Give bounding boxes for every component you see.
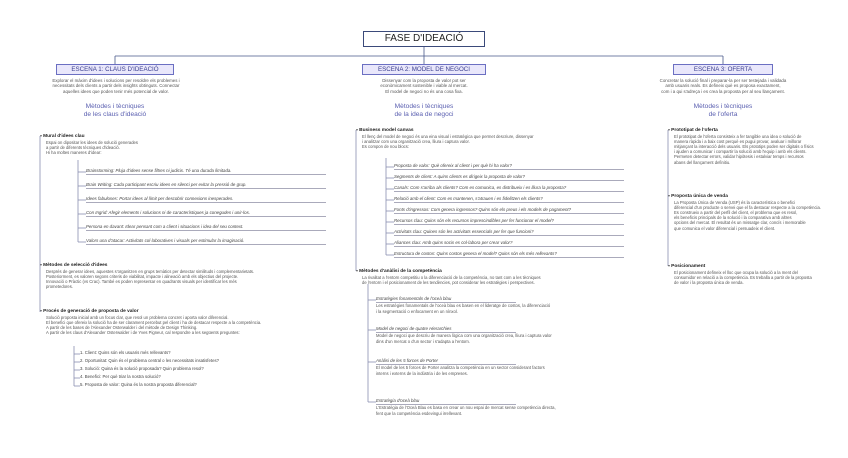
topic-description: El prototipat de l'oferta consisteix a fer tangible una idea o solució de manera ràpida i a baix cost perquè es pugui provar, avaluar i millorar mitjançant la interacció dels usuaris. Els prototips poden ser digitals o físics i ajuden a comunicar i compartir la solució amb l'equip i amb els clients. Permeten detectar errors, validar hipòtesis i estalviar temps i recursos abans del llançament definitiu.: [674, 133, 814, 165]
list-item[interactable]: Activitats clau: Quines són les activitats essencials per fer que funcioni?: [394, 229, 624, 236]
competition-method-3[interactable]: [376, 358, 638, 376]
list-item[interactable]: Segments de client: A quins clients es dirigeix la proposta de valor?: [394, 174, 624, 181]
topic-title: Mural d'idees clau: [43, 134, 85, 139]
list-item[interactable]: 4. Benefici: Per què triar la nostra solució?: [80, 374, 161, 379]
list-item[interactable]: 2. Oportunitat: Quin és el problema central o les necessitats insatisfetes?: [80, 358, 220, 363]
stage-3-node[interactable]: [673, 64, 773, 75]
topic-description: El posicionament defineix el lloc que ocupa la solució a la ment del consumidor en relació a la competència. Es treballa a partir de la proposta de valor i la proposta única de venda.: [674, 269, 812, 285]
method-note: L'Estratègia de l'Oceà Blau es basa en crear un nou espai de mercat sense competència directa, fent que la competència esdevingui irrellevant.: [376, 405, 556, 416]
list-item[interactable]: Con Ingrid: Afegir elements i solucions ni de característiques ja conegudes i unir-los.: [86, 210, 326, 217]
list-item[interactable]: Brainstorming: Pluja d'idees sense filtres ni judicis. Té una durada limitada.: [86, 168, 326, 175]
stage-3-methods-title: Mètodes i tècniques de l'oferta: [693, 103, 753, 118]
method-note: Model de negoci que descriu de manera lògica com una organització crea, lliura i captura valor dins d'un mercat o d'un sector i s'adapta a l'entorn.: [376, 333, 552, 344]
topic-title: Procés de generació de proposta de valor: [43, 309, 139, 314]
topic-business-model-canvas[interactable]: [356, 127, 636, 149]
list-item[interactable]: Valors una d'atacar: Activitats col·laboratives i visuals per estimular la imaginació.: [86, 238, 326, 245]
expand-caret-icon[interactable]: ▾: [668, 263, 672, 268]
topic-posicionament[interactable]: [668, 263, 843, 285]
list-item[interactable]: Estratègies fonamentals de l'oceà blau: [376, 296, 516, 303]
topic-title: Prototipat de l'oferta: [671, 128, 718, 133]
list-item[interactable]: Aliances clau: Amb quins socis es col·labora per crear valor?: [394, 240, 624, 247]
competition-method-2[interactable]: [376, 326, 638, 344]
method-note: El model de les 5 forces de Porter analitza la competència en un sector considerant factors interns i externs de la indústria i de les empreses.: [376, 365, 545, 376]
stage-3-label: ESCENA 3: OFERTA: [693, 66, 753, 73]
topic-title: Mètodes d'anàlisi de la competència: [359, 269, 442, 274]
list-item[interactable]: Proposta de valor: Què ofereix al client i per què hi ha valor?: [394, 163, 624, 170]
topic-description: Després de generar idees, aquestes s'organitzen en grups temàtics per detectar similituds i complementarietats. Posteriorment, es valoren segons criteris de viabilitat, impacte i alineació amb els objectius del projecte. Innovació o Pràctic (vs Crac). També es poden representar en quadrants visuals per identificar les més prometedores.: [46, 268, 255, 290]
topic-seleccio-idees[interactable]: [40, 262, 340, 289]
root-to-stage-connector: [115, 47, 723, 64]
stage-1-intro: Explorar el màxim d'idees i solucions per resoldre els problemes i necessitats dels clients a partir dels insights obtinguts. Connectar aquelles idees que poden tenir més potencial de valor.: [52, 78, 180, 94]
expand-caret-icon[interactable]: ▾: [356, 268, 360, 273]
topic-description: El llenç del model de negoci és una eina visual i estratègica que permet descriure, dissenyar i analitzar com una organització crea, lliura i captura valor. Es compon de nou blocs:: [362, 133, 534, 149]
list-item[interactable]: Fonts d'ingressos: Com genera ingressos? Quins són els preus i els models de pagament?: [394, 207, 624, 214]
topic-description: Solució proposta inicial amb un focus clar, que resol un problema concret i aporta valor diferencial. El benefici que ofereix la solució ha de ser clarament percebut pel client i ha de destacar respecte a la competència. A partir de les bases de l'Alexander Osterwalder i del mètode de Design Thinking. A partir de les claus d'Alexander Osterwalder i de Yves Pigneur, cal respondre a les següents preguntes:: [46, 314, 262, 336]
expand-caret-icon[interactable]: ▾: [40, 262, 44, 267]
expand-caret-icon[interactable]: ▾: [668, 127, 672, 132]
root-node[interactable]: [363, 31, 485, 47]
topic-description: Espai on dipositar les idees de solució generades a partir de diferents tècniques d'ideació. Hi ha moltes maneres d'idear:: [46, 139, 138, 155]
list-item[interactable]: Relació amb el client: Com es mantenen, s'atrauen i es fidelitzen els clients?: [394, 196, 624, 203]
list-item[interactable]: Persona en davant: Idear pensant com a client i situacions i idea del seu context.: [86, 224, 326, 231]
topic-prototipat-oferta[interactable]: [668, 127, 843, 165]
topic-mural-idees[interactable]: [40, 133, 340, 155]
list-item[interactable]: 5. Proposta de valor: Quina és la nostra proposta diferencial?: [80, 382, 197, 387]
stage-2-node[interactable]: [362, 64, 486, 75]
list-item[interactable]: Model de negoci de quatre Hierarchies: [376, 326, 516, 333]
list-item[interactable]: Canals: Com s'arriba als clients? Com es comunica, es distribueix i es lliura la proposta?: [394, 185, 624, 192]
stage-1-label: ESCENA 1: CLAUS D'IDEACIÓ: [71, 66, 159, 73]
topic-proposta-valor[interactable]: [40, 308, 340, 335]
list-item[interactable]: Estratègia d'oceà blau: [376, 398, 516, 405]
method-note: Les estratègies fonamentals de l'oceà blau es basen en el lideratge de costos, la diferenciació i la segmentació o enfocament en un nínxol.: [376, 303, 551, 314]
stage-3-intro: Concretar la solució final i preparar-la per ser testejada i validada amb usuaris reals. Es defineix què es proposa exactament, com i a qui s'adreça i es crea la proposta per al seu llançament.: [659, 78, 787, 94]
stage-2-label: ESCENA 2: MODEL DE NEGOCI: [378, 66, 470, 73]
topic-analisi-competencia[interactable]: [356, 268, 636, 285]
stage-2-methods-title: Mètodes i tècniques de la idea de negoci: [394, 103, 454, 118]
stage-1-methods-title: Mètodes i tècniques de les claus d'ideació: [83, 103, 147, 118]
expand-caret-icon[interactable]: ▾: [40, 133, 44, 138]
list-item[interactable]: Brain Writing: Cada participant escriu idees en silenci per evitar la pressió de grup.: [86, 182, 326, 189]
list-item[interactable]: Idees fabuloses: Portar idees al límit per descobrir connexions inesperades.: [86, 196, 326, 203]
list-item[interactable]: Anàlisi de les 5 forces de Porter: [376, 358, 516, 365]
list-item[interactable]: Estructura de costos: Quins costos genera el model? Quins són els més rellevants?: [394, 251, 624, 258]
expand-caret-icon[interactable]: ▾: [40, 308, 44, 313]
list-item[interactable]: 1. Client: Quins són els usuaris més rellevants?: [80, 350, 171, 355]
topic-title: Business model canvas: [359, 128, 414, 133]
stage-2-intro: Dissenyar com la proposta de valor pot ser econòmicament sostenible i viable al mercat. El model de negoci no és una cosa fixa.: [380, 78, 468, 94]
topic-title: Mètodes de selecció d'idees: [43, 263, 108, 268]
topic-proposta-unica-venda[interactable]: [668, 193, 843, 231]
topic-description: La rivalitat a l'entorn competitiu o la diferenciació de la competència, no tant com a les tècniques de l'entorn i el posicionament de les tendències, pot considerar les estratègies i perspectives.: [362, 274, 541, 285]
root-title: FASE D'IDEACIÓ: [384, 33, 464, 44]
competition-method-4[interactable]: [376, 398, 638, 416]
list-item[interactable]: 3. Solució: Quina és la solució proposada? Quin problema resol?: [80, 366, 204, 371]
topic-description: La Proposta Única de Venda (USP) és la característica o benefici diferencial d'un producte o servei que el fa destacar respecte a la competència. Es construeix a partir del perfil del client, el problema que es resol, els beneficis principals de la solució i la comparativa amb altres opcions del mercat. El resultat és un missatge clar, concís i memorable que comunica el valor diferencial i persuadeix el client.: [674, 199, 821, 231]
competition-method-1[interactable]: [376, 296, 638, 314]
topic-title: Posicionament: [671, 264, 706, 269]
expand-caret-icon[interactable]: ▾: [356, 127, 360, 132]
list-item[interactable]: Recursos clau: Quins són els recursos imprescindibles per fer funcionar el model?: [394, 218, 624, 225]
stage-1-node[interactable]: [56, 64, 174, 75]
expand-caret-icon[interactable]: ▾: [668, 193, 672, 198]
topic-title: Proposta única de venda: [671, 194, 728, 199]
